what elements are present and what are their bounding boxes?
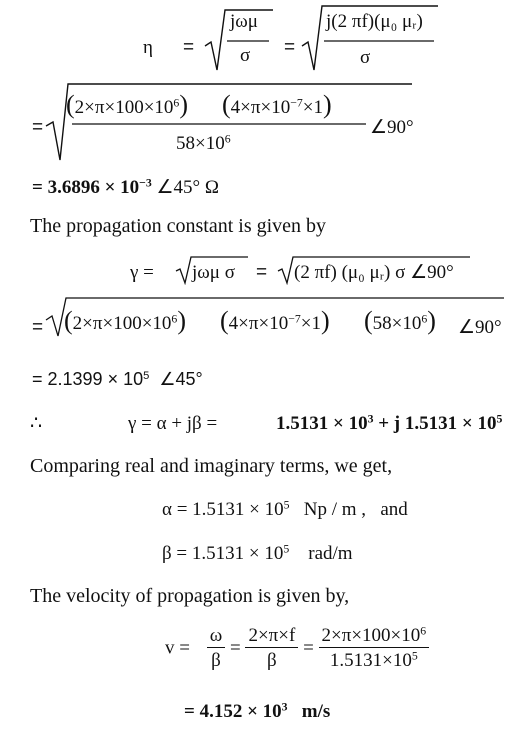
fraction-omega-beta: $\frac{\omega}{\beta}$ bbox=[207, 626, 226, 670]
therefore-symbol: ∴ bbox=[30, 413, 43, 434]
gamma-lhs: γ = α + jβ = bbox=[128, 413, 218, 434]
angle: ∠90° bbox=[458, 317, 502, 338]
alpha-value: α = 1.5131 × 10 bbox=[162, 499, 284, 520]
beta-value: β = 1.5131 × 10 bbox=[162, 543, 284, 564]
eta-value: = 3.6896 × 10 bbox=[32, 177, 140, 198]
beta-unit: rad/m bbox=[308, 543, 353, 564]
velocity-value: = 4.152 × 10 bbox=[184, 701, 282, 722]
gamma-radical-2: (2 πf) (μ₀ μᵣ) σ ∠90° bbox=[294, 262, 454, 283]
velocity-text: The velocity of propagation is given by, bbox=[30, 585, 350, 607]
eq-velocity: v = $\frac{\omega}{\beta}$ = $\frac{2\times\pi\times f}{\beta}$ = $\frac{2\times\pi\times 100\times 10^6}{1.5131\times 10^5}$ bbox=[165, 626, 429, 670]
fraction-2pif-beta: $\frac{2\times\pi\times f}{\beta}$ bbox=[245, 626, 298, 670]
equals-sign: = bbox=[32, 117, 44, 138]
frac2-numerator: j(2 πf)(μ₀ μᵣ) bbox=[326, 11, 423, 32]
alpha-unit: Np / m , bbox=[303, 499, 367, 520]
eta-exponent: −3 bbox=[139, 176, 152, 190]
eq-velocity-result: = $4.152 \times 10^3$ m/s bbox=[184, 700, 331, 722]
numerator-part-a: $(2\times\pi\times 100\times 10^6)$ bbox=[66, 90, 188, 119]
velocity-unit: m/s bbox=[301, 701, 331, 722]
denominator: $58\times 10^6$ bbox=[176, 132, 231, 154]
frac1-denominator: σ bbox=[240, 45, 251, 66]
factor-c: $(58\times 10^6)$ bbox=[364, 306, 436, 335]
numerator-part-b: $(4\times\pi\times 10^{-7}\times 1)$ bbox=[222, 90, 332, 119]
velocity-lhs: v = bbox=[165, 637, 190, 659]
equals-sign: = bbox=[256, 262, 268, 283]
gamma-lhs: γ = bbox=[130, 262, 154, 283]
frac1-numerator: jωμ bbox=[230, 11, 258, 32]
eta-angle-unit: ∠45° Ω bbox=[156, 177, 220, 198]
gamma-value: = 2.1399 × 10 bbox=[32, 369, 144, 389]
propagation-constant-text: The propagation constant is given by bbox=[30, 215, 327, 237]
eq-beta: $\beta = 1.5131 \times 10^5$ rad/m bbox=[162, 542, 353, 564]
frac2-denominator: σ bbox=[360, 47, 371, 68]
equals-sign: = bbox=[32, 317, 44, 338]
fraction-numeric: $\frac{2\times\pi\times 100\times 10^6}{1.5131\times 10^5}$ bbox=[319, 626, 430, 670]
factor-b: $(4\times\pi\times 10^{-7}\times 1)$ bbox=[220, 306, 330, 335]
factor-a: $(2\times\pi\times 100\times 10^6)$ bbox=[64, 306, 186, 335]
eta-symbol: η bbox=[143, 37, 153, 58]
gamma-radical-1: jωμ σ bbox=[192, 262, 235, 283]
and-word: and bbox=[380, 499, 408, 520]
eq-alpha: $\alpha = 1.5131 \times 10^5$ Np / m , and bbox=[162, 498, 408, 520]
equals-sign-2: = bbox=[284, 37, 296, 58]
gamma-exponent: 5 bbox=[143, 369, 150, 382]
gamma-angle: ∠45° bbox=[159, 369, 203, 389]
eq-eta-result bbox=[32, 178, 219, 197]
comparing-text: Comparing real and imaginary terms, we get, bbox=[30, 455, 393, 477]
alpha-beta-values: $1.5131 \times 10^3 + j$ $1.5131 \times 10^5$ bbox=[276, 412, 503, 434]
equals-sign: = bbox=[183, 37, 195, 58]
eq-gamma-result bbox=[32, 370, 203, 388]
angle: ∠90° bbox=[370, 117, 414, 138]
